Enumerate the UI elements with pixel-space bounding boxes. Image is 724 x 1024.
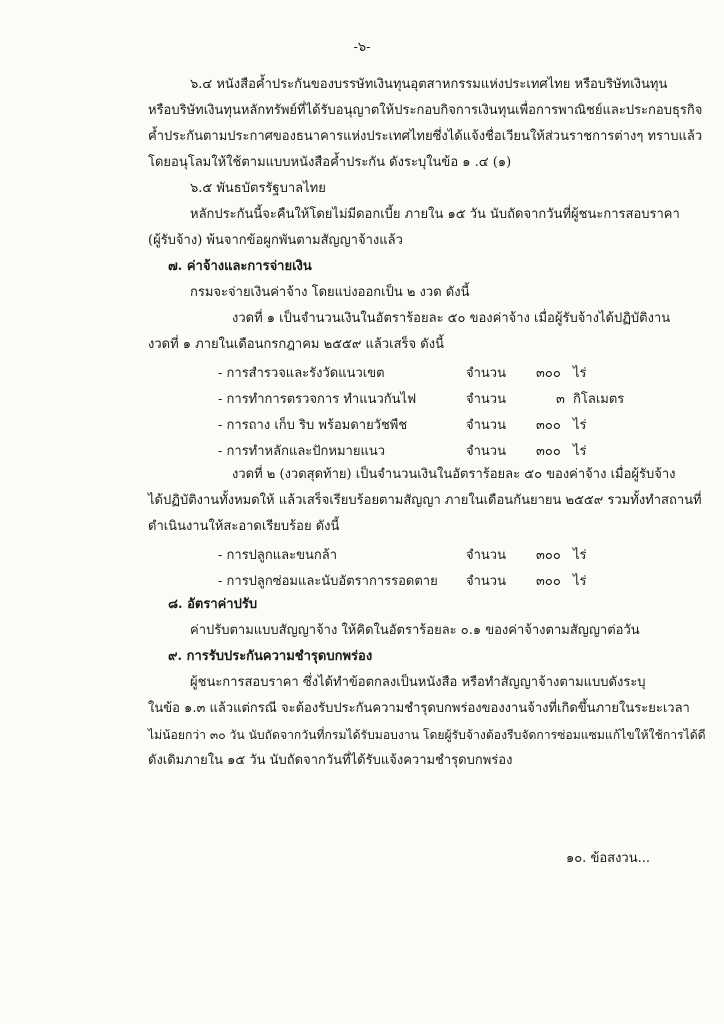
item-name: - การทำการตรวจการ ทำแนวกันไฟ [218, 392, 417, 407]
item-unit: ไร่ [573, 366, 587, 381]
installment-2-line2: ได้ปฏิบัติงานทั้งหมดให้ แล้วเสร็จเรียบร้อยตามสัญญา ภายในเดือนกันยายน ๒๕๕๙ รวมทั้งทำสถานที่ [148, 493, 702, 508]
section-7-intro: กรมจะจ่ายเงินค่าจ้าง โดยแบ่งออกเป็น ๒ งวด ดังนี้ [190, 285, 470, 300]
item-label: จำนวน [466, 548, 506, 563]
item-quantity: ๓๐๐ [536, 574, 561, 589]
item-label: จำนวน [466, 366, 506, 381]
section-8-body: ค่าปรับตามแบบสัญญาจ้าง ให้คิดในอัตราร้อยละ ๐.๑ ของค่าจ้างตามสัญญาต่อวัน [190, 623, 640, 638]
section-9-line3: ไม่น้อยกว่า ๓๐ วัน นับถัดจากวันที่กรมได้รับมอบงาน โดยผู้รับจ้างต้องรีบจัดการซ่อมแซมแก้ไขให้ใช้การได้ดี [148, 728, 706, 742]
refund-line1: หลักประกันนี้จะคืนให้โดยไม่มีดอกเบี้ย ภายใน ๑๕ วัน นับถัดจากวันที่ผู้ชนะการสอบราคา [190, 207, 680, 222]
item-label: จำนวน [466, 574, 506, 589]
installment-2-line3: ดำเนินงานให้สะอาดเรียบร้อย ดังนี้ [148, 519, 340, 534]
item-name: - การสำรวจและรังวัดแนวเขต [218, 366, 385, 381]
item-name: - การทำหลักและปักหมายแนว [218, 444, 386, 459]
continuation-marker: ๑๐. ข้อสงวน... [566, 851, 651, 866]
item-unit: ไร่ [573, 444, 587, 459]
item-quantity: ๓๐๐ [536, 366, 561, 381]
item-quantity: ๓๐๐ [536, 548, 561, 563]
item-name: - การถาง เก็บ ริบ พร้อมดายวัชพืช [218, 418, 408, 433]
section-9-line1: ผู้ชนะการสอบราคา ซึ่งได้ทำข้อตกลงเป็นหนังสือ หรือทำสัญญาจ้างตามแบบดังระบุ [190, 675, 646, 690]
p65: ๖.๕ พันธบัตรรัฐบาลไทย [190, 181, 326, 196]
installment-2-line1: งวดที่ ๒ (งวดสุดท้าย) เป็นจำนวนเงินในอัตราร้อยละ ๕๐ ของค่าจ้าง เมื่อผู้รับจ้าง [232, 467, 676, 482]
p64-line3: ค้ำประกันตามประกาศของธนาคารแห่งประเทศไทยซึ่งได้แจ้งชื่อเวียนให้ส่วนราชการต่างๆ ทราบแล้ว [148, 129, 703, 144]
item-name: - การปลูกซ่อมและนับอัตราการรอดตาย [218, 574, 438, 589]
installment-1-line1: งวดที่ ๑ เป็นจำนวนเงินในอัตราร้อยละ ๕๐ ของค่าจ้าง เมื่อผู้รับจ้างได้ปฏิบัติงาน [232, 311, 671, 326]
page-number: -๖- [353, 40, 371, 55]
p64-line2: หรือบริษัทเงินทุนหลักทรัพย์ที่ได้รับอนุญาตให้ประกอบกิจการเงินทุนเพื่อการพาณิชย์และประกอบธุรกิจ [148, 103, 703, 118]
item-unit: ไร่ [573, 548, 587, 563]
refund-line2: (ผู้รับจ้าง) พ้นจากข้อผูกพันตามสัญญาจ้างแล้ว [148, 233, 403, 248]
installment-1-line2: งวดที่ ๑ ภายในเดือนกรกฎาคม ๒๕๕๙ แล้วเสร็จ ดังนี้ [148, 337, 444, 352]
item-unit: ไร่ [573, 418, 587, 433]
item-label: จำนวน [466, 392, 506, 407]
section-7-heading: ๗. ค่าจ้างและการจ่ายเงิน [168, 259, 312, 274]
item-label: จำนวน [466, 444, 506, 459]
item-quantity: ๓๐๐ [536, 418, 561, 433]
section-9-line2: ในข้อ ๑.๓ แล้วแต่กรณี จะต้องรับประกันความชำรุดบกพร่องของงานจ้างที่เกิดขึ้นภายในระยะเวลา [148, 701, 690, 716]
item-label: จำนวน [466, 418, 506, 433]
section-8-heading: ๘. อัตราค่าปรับ [168, 597, 258, 612]
p64-line1: ๖.๔ หนังสือค้ำประกันของบรรษัทเงินทุนอุตสาหกรรมแห่งประเทศไทย หรือบริษัทเงินทุน [190, 77, 668, 92]
section-9-line4: ดังเดิมภายใน ๑๕ วัน นับถัดจากวันที่ได้รับแจ้งความชำรุดบกพร่อง [148, 753, 513, 768]
item-quantity: ๓๐๐ [536, 444, 561, 459]
item-unit: กิโลเมตร [573, 392, 625, 407]
item-quantity: ๓ [556, 392, 565, 407]
item-unit: ไร่ [573, 574, 587, 589]
section-9-heading: ๙. การรับประกันความชำรุดบกพร่อง [168, 649, 373, 664]
item-name: - การปลูกและขนกล้า [218, 548, 338, 563]
p64-line4: โดยอนุโลมให้ใช้ตามแบบหนังสือค้ำประกัน ดังระบุในข้อ ๑ .๔ (๑) [148, 155, 512, 170]
